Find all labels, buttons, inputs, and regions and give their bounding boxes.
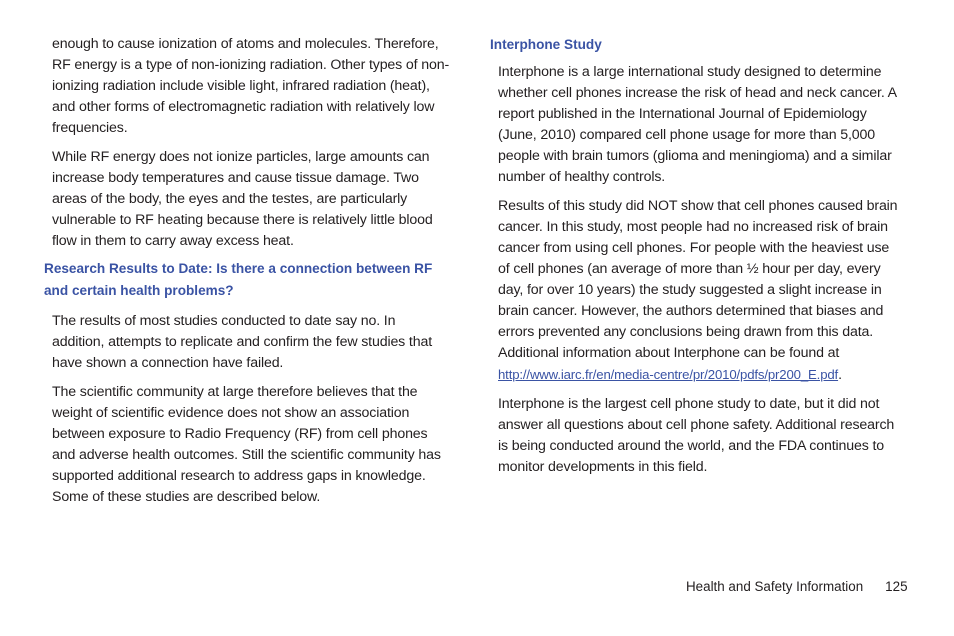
body-paragraph: The results of most studies conducted to date say no. In addition, attempts to replicate and confirm the few studies that have shown a connection have failed. (52, 313, 432, 371)
page-footer (686, 579, 908, 594)
body-paragraph: enough to cause ionization of atoms and molecules. Therefore, RF energy is a type of non-ionizing radiation. Other types of non-ionizing radiation include visible light, infrared radiation (heat), and other forms of electromagnetic radiation with relatively low frequencies. (52, 36, 450, 136)
left-column (44, 34, 450, 516)
right-column (490, 34, 898, 486)
iarc-link[interactable]: http://www.iarc.fr/en/media-centre/pr/2010/pdfs/pr200_E.pdf (498, 367, 839, 382)
body-paragraph: While RF energy does not ionize particles, large amounts can increase body temperatures and cause tissue damage. Two areas of the body, the eyes and the testes, are particularly vulnerable to RF heating because there is relatively little blood flow in them to carry away excess heat. (52, 149, 433, 249)
body-paragraph: The scientific community at large therefore believes that the weight of scientific evidence does not show an association between exposure to Radio Frequency (RF) from cell phones and adverse health outcomes. Still the scientific community has supported additional research to address gaps in knowledge. Some of these studies are described below. (52, 384, 441, 505)
body-paragraph: Interphone is a large international study designed to determine whether cell phones increase the risk of head and neck cancer. A report published in the International Journal of Epidemiology (June, 2010) compared cell phone usage for more than 5,000 people with brain tumors (glioma and meningioma) and a similar number of healthy controls. (498, 64, 897, 185)
section-heading: Interphone Study (490, 37, 602, 52)
section-heading: Research Results to Date: Is there a connection between RF and certain health problems? (44, 261, 433, 298)
paragraph-end: . (838, 367, 842, 383)
paragraph-text: Results of this study did NOT show that cell phones caused brain cancer. In this study, most people had no increased risk of brain cancer from using cell phones. For people with the heaviest use of cell phones (an average of more than ½ hour per day, every day, for over 10 years) the study suggested a slight increase in brain cancer. However, the authors determined that biases and errors prevented any conclusions being drawn from this data. Additional information about Interphone can be found at (498, 198, 898, 361)
footer-section-title: Health and Safety Information (686, 579, 864, 594)
body-paragraph: Interphone is the largest cell phone study to date, but it did not answer all questions about cell phone safety. Additional research is being conducted around the world, and the FDA continues to monitor developments in this field. (498, 396, 895, 475)
page-number: 125 (885, 579, 908, 594)
body-paragraph (498, 196, 898, 386)
